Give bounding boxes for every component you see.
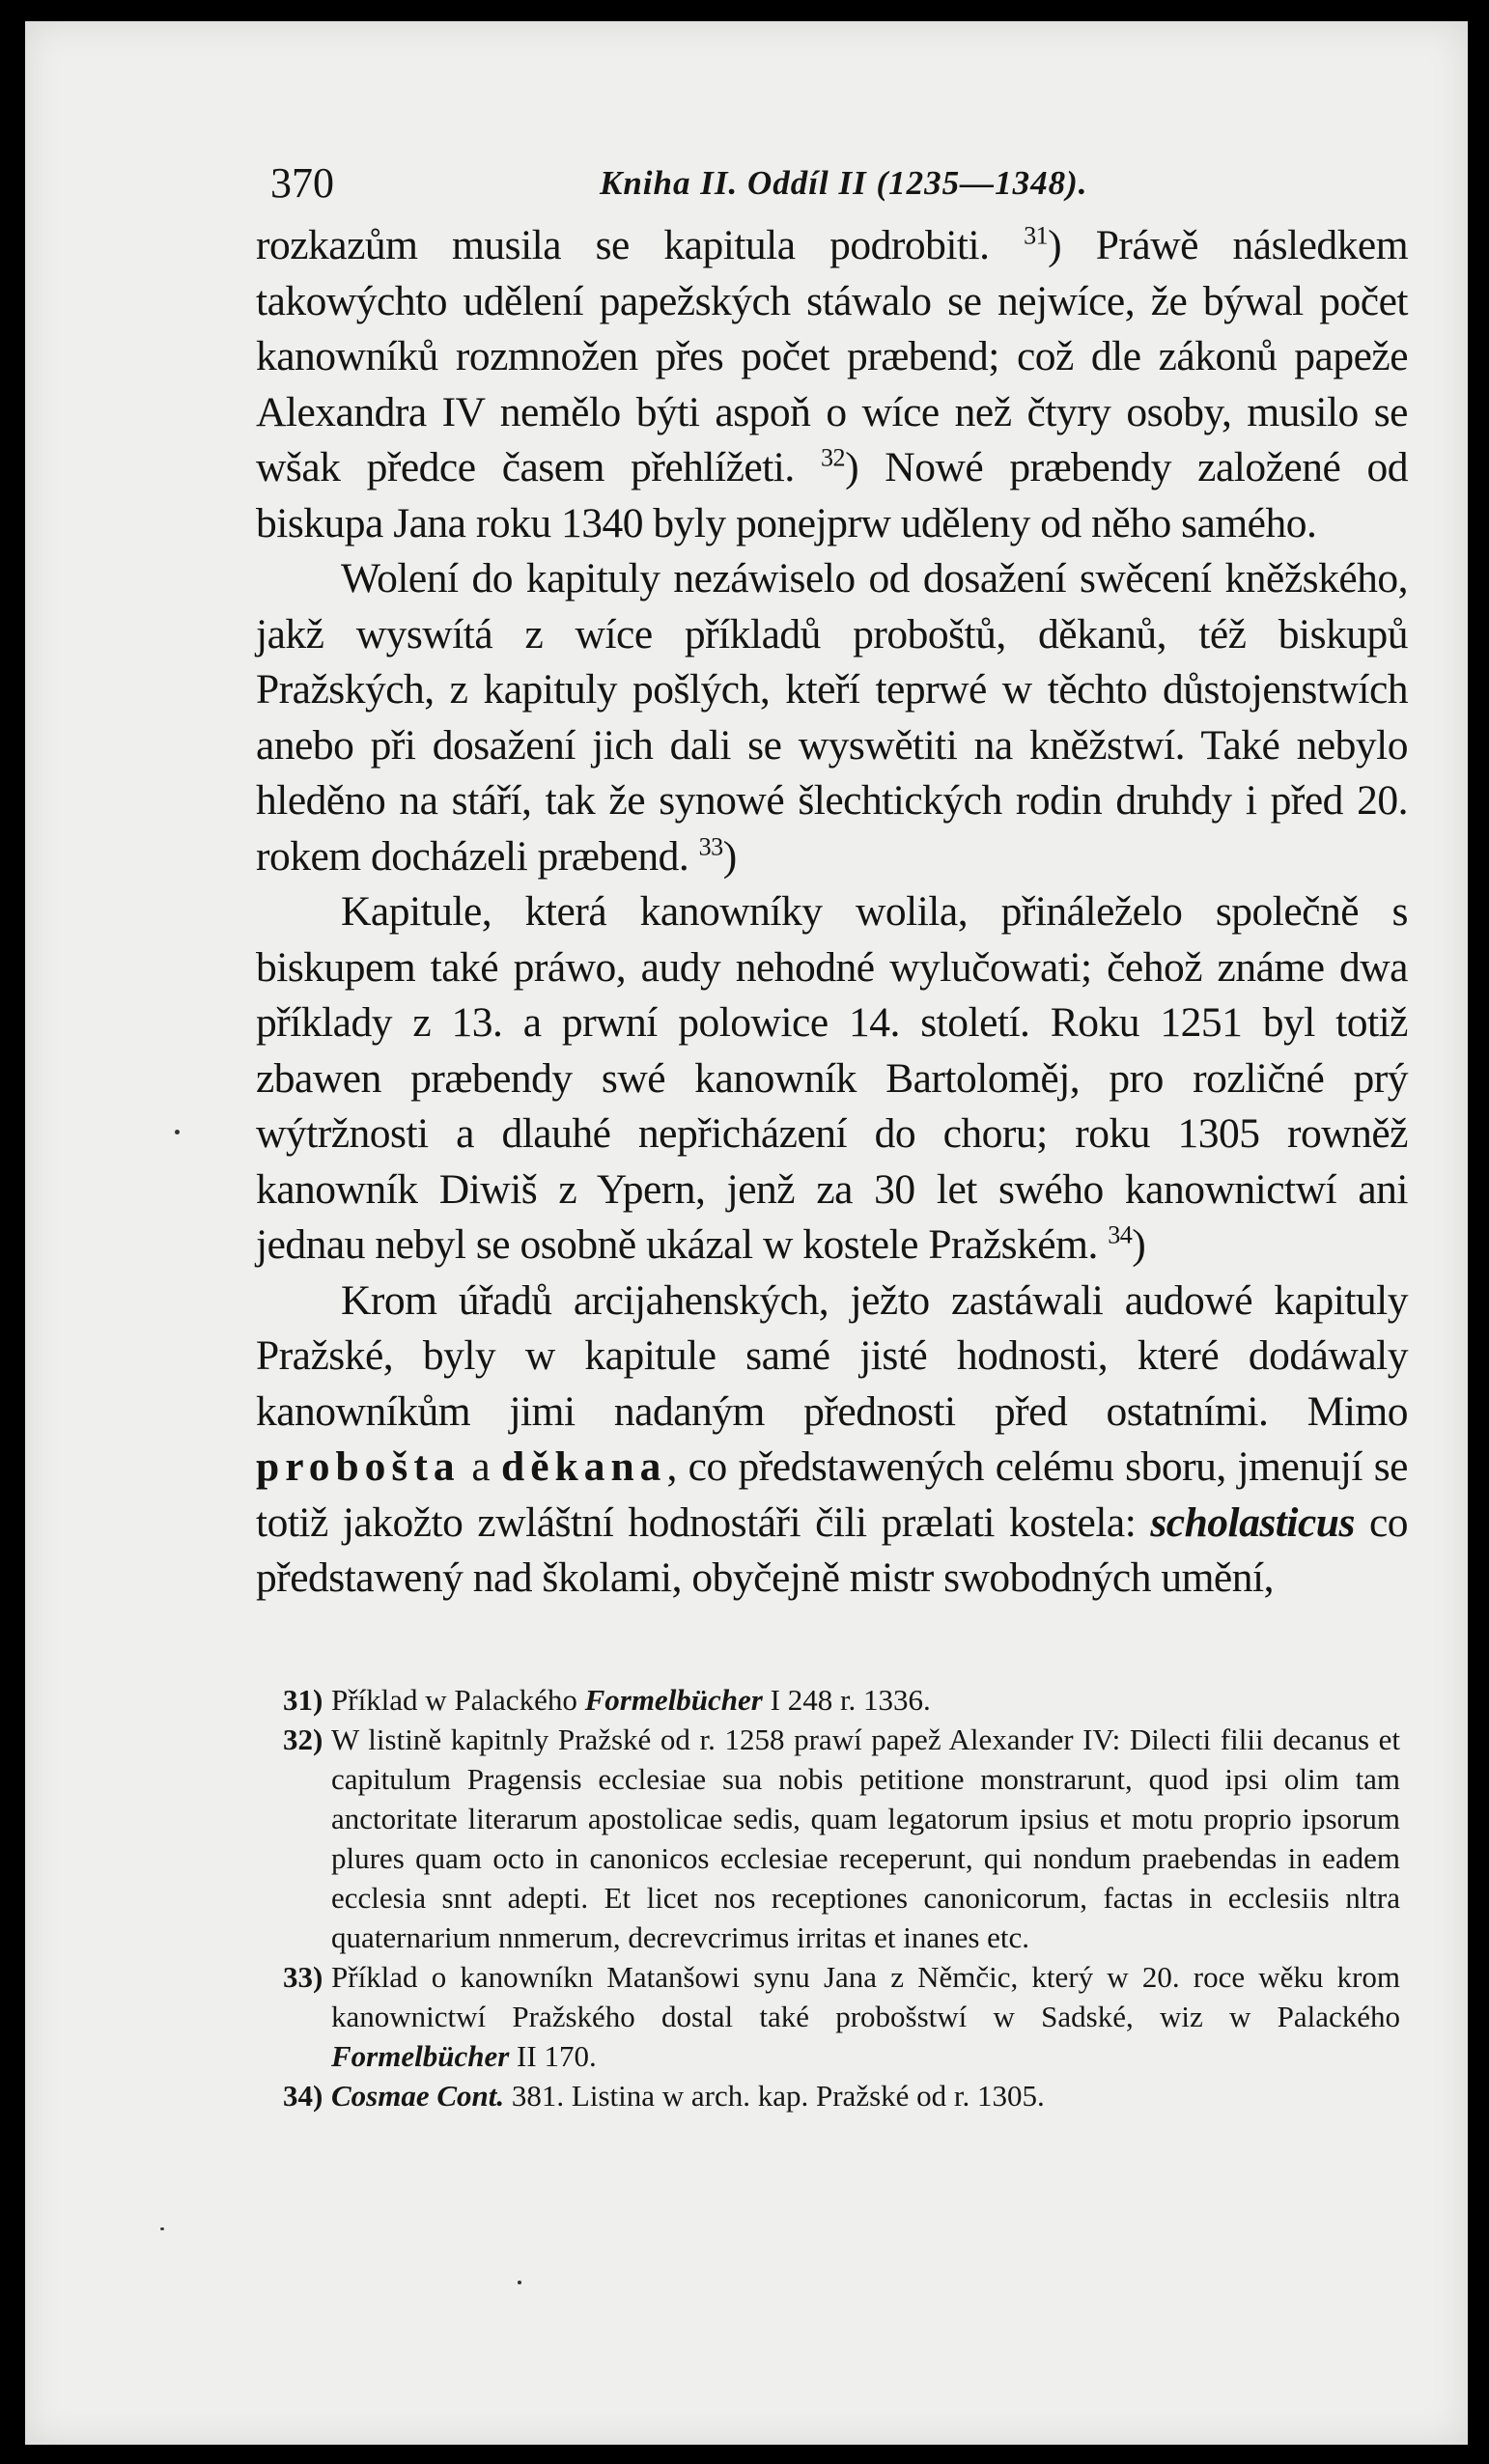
print-speck — [518, 2281, 521, 2284]
paragraph: Kapitule, která kanowníky wolila, přináleželo společně s biskupem také práwo, audy nehodné wylučowati; čehož známe dwa příklady z 13. a prwní polowice 14. století. Roku 1251 byl totiž zbawen præbendy swé kanowník Bartoloměj, pro rozličné prý wýtržnosti a dlauhé nepřicházení do choru; roku 1305 rowněž kanowník Diwiš z Ypern, jenž za 30 let swého kanownictwí ani jednau nebyl se osobně ukázal w kostele Pražském. $^{34}$) — [256, 888, 1408, 1268]
paragraph: Krom úřadů arcijahenských, ježto zastáwali audowé kapituly Pražské, byly w kapitule samé jisté hodnosti, které dodáwaly kanowníkům jimi nadaným přednosti před ostatními. Mimo probošta a děkana, co předstawených celému sboru, jmenují se totiž jakožto zwláštní hodnostáři čili prælati kostela: scholasticus co předstawený nad školami, obyčejně mistr swobodných umění, — [256, 1276, 1408, 1601]
print-speck — [175, 1130, 180, 1134]
footnote-mark: 32) — [283, 1722, 323, 1756]
term-probost: probošta — [256, 1443, 461, 1490]
footnote-mark: 33) — [283, 1960, 323, 1994]
term-scholasticus: scholasticus — [1150, 1498, 1355, 1546]
footnote-mark: 31) — [283, 1683, 323, 1717]
page-number: 370 — [270, 159, 334, 207]
print-speck — [160, 2227, 164, 2230]
paragraph: Wolení do kapituly nezáwiselo od dosažení swěcení kněžského, jakž wyswítá z wíce příkladů proboštů, děkanů, též biskupů Pražských, z kapituly pošlých, kteří teprwé w těchto důstojenstwích anebo při dosažení jich dali se wyswětiti na kněžstwí. Také nebylo hleděno na stáří, tak že synowé šlechtických rodin druhdy i před 20. rokem docházeli præbend. $^{33}$) — [256, 555, 1408, 880]
running-head: Kniha II. Oddíl II (1235—1348). — [600, 164, 1088, 202]
footnote: 31) Příklad w Palackého Formelbücher I 248 r. 1336. — [275, 1680, 1400, 1720]
footnote: 33) Příklad o kanowníkn Matanšowi synu Jana z Němčic, který w 20. roce wěku krom kanownictwí Pražského dostal také probošstwí w Sadské, wiz w Palackého Formelbücher II 170. — [275, 1957, 1400, 2076]
footnote-ref: 32 — [820, 443, 846, 472]
main-text — [256, 218, 1408, 1607]
footnote-ref: 31 — [1024, 221, 1049, 250]
footnotes — [275, 1680, 1400, 2115]
footnote: 34) Cosmae Cont. 381. Listina w arch. kap. Pražské od r. 1305. — [275, 2076, 1400, 2115]
footnote-mark: 34) — [283, 2079, 323, 2113]
footnote-ref: 33 — [698, 831, 723, 860]
footnote: 32) W listině kapitnly Pražské od r. 1258 prawí papež Alexander IV: Dilecti filii decanus et capitulum Pragensis ecclesiae sua nobis petitione monstrarunt, quod ipsi olim tam anctoritate literarum apostolicae sedis, quam legatorum ipsius et motu proprio ipsorum plures quam octo in canonicos ecclesiae receperunt, qui nondum praebendas in eadem ecclesia snnt adepti. Et licet nos receptiones canonicorum, factas in ecclesiis nltra quaternarium nnmerum, decrevcrimus irritas et inanes etc. — [275, 1720, 1400, 1957]
paragraph: rozkazům musila se kapitula podrobiti. $^{31}$) Práwě následkem takowýchto udělení papežských stáwalo se nejwíce, že býwal počet kanowníků rozmnožen přes počet præbend; což dle zákonů papeže Alexandra IV nemělo býti aspoň o wíce než čtyry osoby, musilo se wšak předce časem přehlížeti. $^{32}$) Nowé præbendy založené od biskupa Jana roku 1340 byly ponejprw uděleny od něho samého. — [256, 221, 1409, 546]
term-dekan: děkana — [501, 1443, 667, 1490]
footnote-ref: 34 — [1108, 1220, 1133, 1249]
